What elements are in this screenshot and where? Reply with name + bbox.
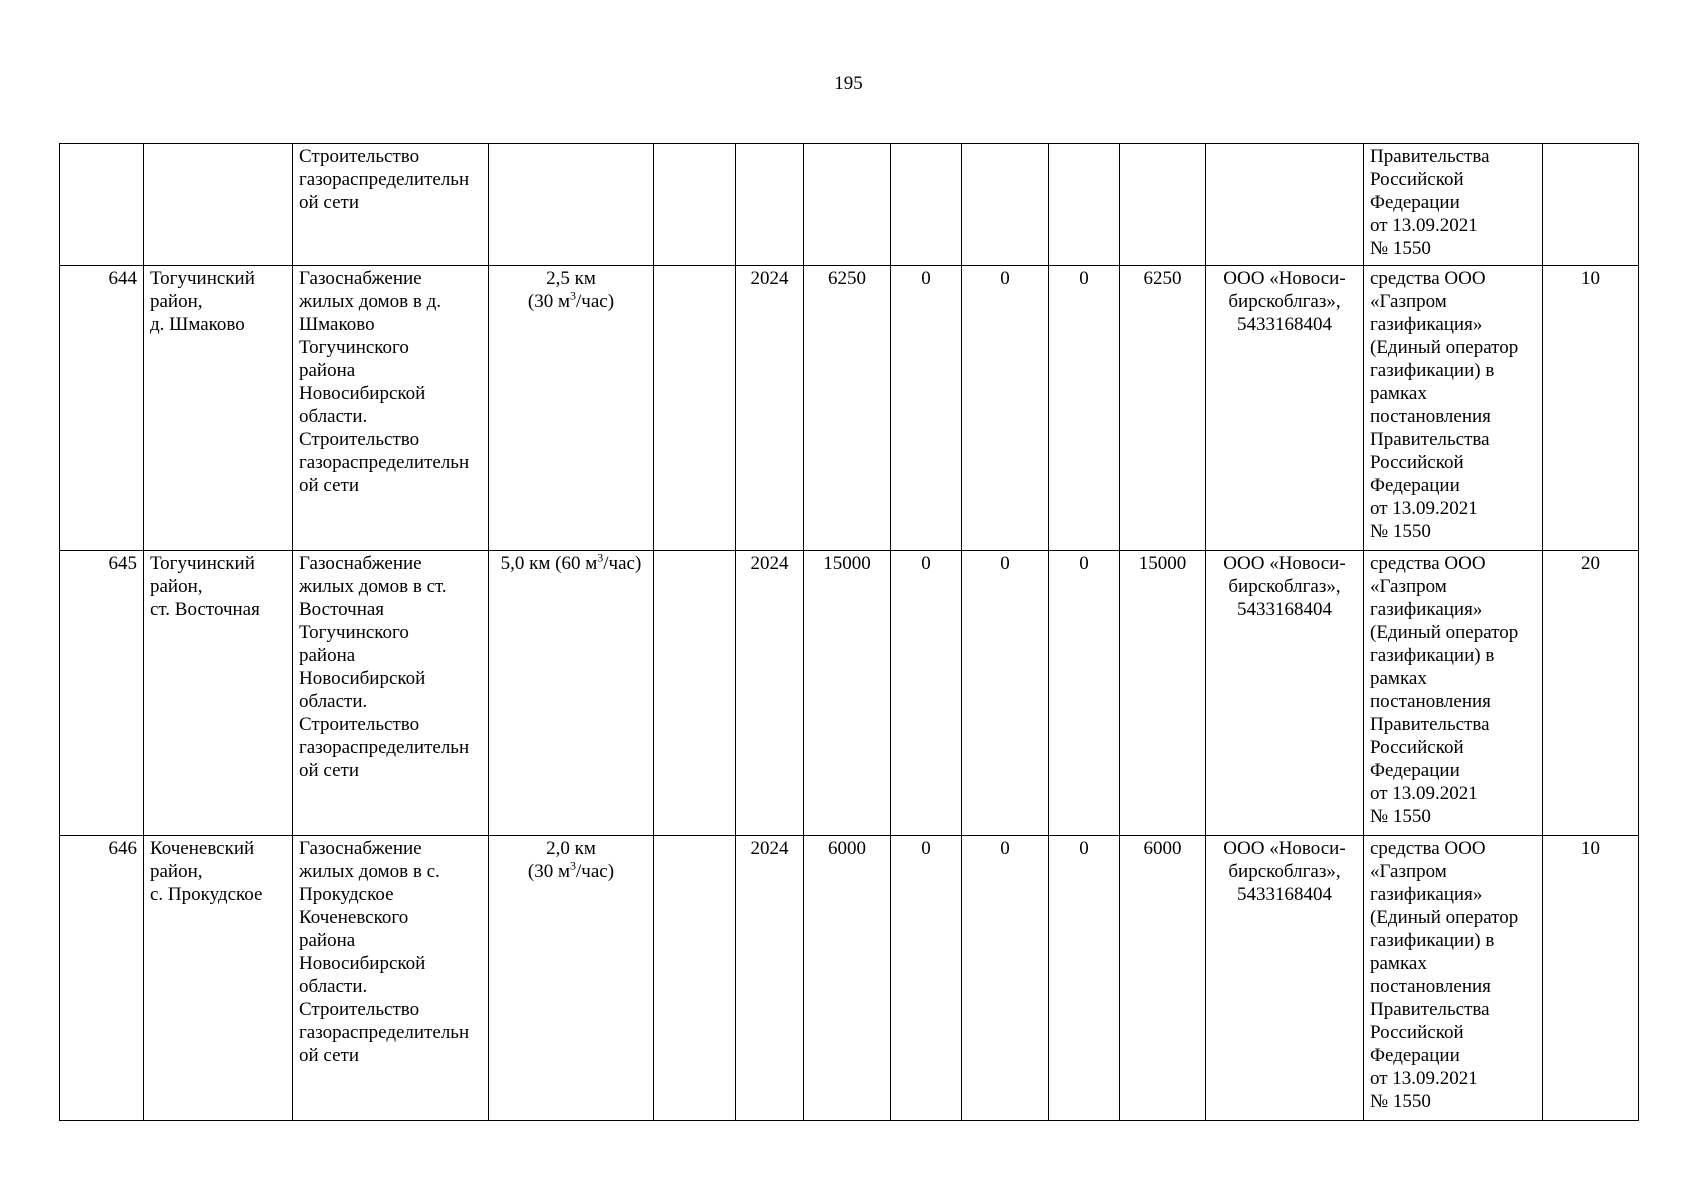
length-unit: /час) (576, 291, 615, 312)
cell-v2: 0 (962, 266, 1049, 551)
superscript: 3 (570, 858, 577, 873)
cell-total (804, 144, 891, 266)
cell-year: 2024 (736, 551, 804, 836)
cell-length (489, 836, 654, 1121)
cell-v2 (962, 144, 1049, 266)
page-number: 195 (834, 73, 863, 94)
cell-num: 644 (60, 266, 144, 551)
cell-num (60, 144, 144, 266)
cell-location: Коченевский район, с. Прокудское (144, 836, 293, 1121)
cell-year (736, 144, 804, 266)
cell-year: 2024 (736, 836, 804, 1121)
cell-v2: 0 (962, 836, 1049, 1121)
cell-location: Тогучинский район, д. Шмаково (144, 266, 293, 551)
cell-v3: 0 (1049, 551, 1120, 836)
cell-location: Тогучинский район, ст. Восточная (144, 551, 293, 836)
cell-v3: 0 (1049, 266, 1120, 551)
cell-funding-source: средства ООО «Газпром газификация» (Единый оператор газификации) в рамках постановления Правительства Российской Федерации от 13.09.2021 № 1550 (1364, 266, 1543, 551)
gasification-table (59, 143, 1639, 1121)
cell-funding-source: средства ООО «Газпром газификация» (Единый оператор газификации) в рамках постановления Правительства Российской Федерации от 13.09.2021 № 1550 (1364, 551, 1543, 836)
cell-description: Газоснабжение жилых домов в с. Прокудское Коченевского района Новосибирской области. Строительство газораспределительн ой сети (293, 836, 489, 1121)
cell-v4: 6000 (1120, 836, 1206, 1121)
cell-last (1543, 144, 1639, 266)
cell-num: 646 (60, 836, 144, 1121)
cell-num: 645 (60, 551, 144, 836)
cell-total: 6000 (804, 836, 891, 1121)
cell-total: 6250 (804, 266, 891, 551)
cell-v3: 0 (1049, 836, 1120, 1121)
cell-funding-source: средства ООО «Газпром газификация» (Единый оператор газификации) в рамках постановления Правительства Российской Федерации от 13.09.2021 № 1550 (1364, 836, 1543, 1121)
cell-length (489, 551, 654, 836)
cell-v4: 6250 (1120, 266, 1206, 551)
cell-v1 (891, 144, 962, 266)
length-text: 2,5 км (30 м (527, 268, 596, 312)
cell-extra (654, 836, 736, 1121)
cell-length (489, 144, 654, 266)
superscript: 3 (570, 288, 577, 303)
cell-org: ООО «Новоси- бирскоблгаз», 5433168404 (1206, 836, 1364, 1121)
cell-funding-source: Правительства Российской Федерации от 13.09.2021 № 1550 (1364, 144, 1543, 266)
cell-extra (654, 266, 736, 551)
cell-v2: 0 (962, 551, 1049, 836)
cell-year: 2024 (736, 266, 804, 551)
cell-org: ООО «Новоси- бирскоблгаз», 5433168404 (1206, 266, 1364, 551)
cell-v1: 0 (891, 266, 962, 551)
cell-extra (654, 551, 736, 836)
cell-extra (654, 144, 736, 266)
cell-org (1206, 144, 1364, 266)
table-row-continuation (60, 144, 1639, 266)
cell-description: Строительство газораспределительн ой сети (293, 144, 489, 266)
cell-last: 20 (1543, 551, 1639, 836)
cell-v4: 15000 (1120, 551, 1206, 836)
cell-total: 15000 (804, 551, 891, 836)
cell-length (489, 266, 654, 551)
length-unit: /час) (603, 553, 642, 574)
table-row (60, 266, 1639, 551)
cell-v1: 0 (891, 551, 962, 836)
cell-v3 (1049, 144, 1120, 266)
cell-v1: 0 (891, 836, 962, 1121)
length-unit: /час) (576, 861, 615, 882)
length-text: 2,0 км (30 м (527, 838, 596, 882)
cell-last: 10 (1543, 266, 1639, 551)
cell-description: Газоснабжение жилых домов в д. Шмаково Тогучинского района Новосибирской области. Строительство газораспределительн ой сети (293, 266, 489, 551)
cell-description: Газоснабжение жилых домов в ст. Восточная Тогучинского района Новосибирской области. Строительство газораспределительн ой сети (293, 551, 489, 836)
cell-org: ООО «Новоси- бирскоблгаз», 5433168404 (1206, 551, 1364, 836)
superscript: 3 (597, 550, 604, 565)
length-text: 5,0 км (60 м (500, 553, 598, 574)
cell-v4 (1120, 144, 1206, 266)
table-row (60, 551, 1639, 836)
cell-location (144, 144, 293, 266)
table-row (60, 836, 1639, 1121)
cell-last: 10 (1543, 836, 1639, 1121)
